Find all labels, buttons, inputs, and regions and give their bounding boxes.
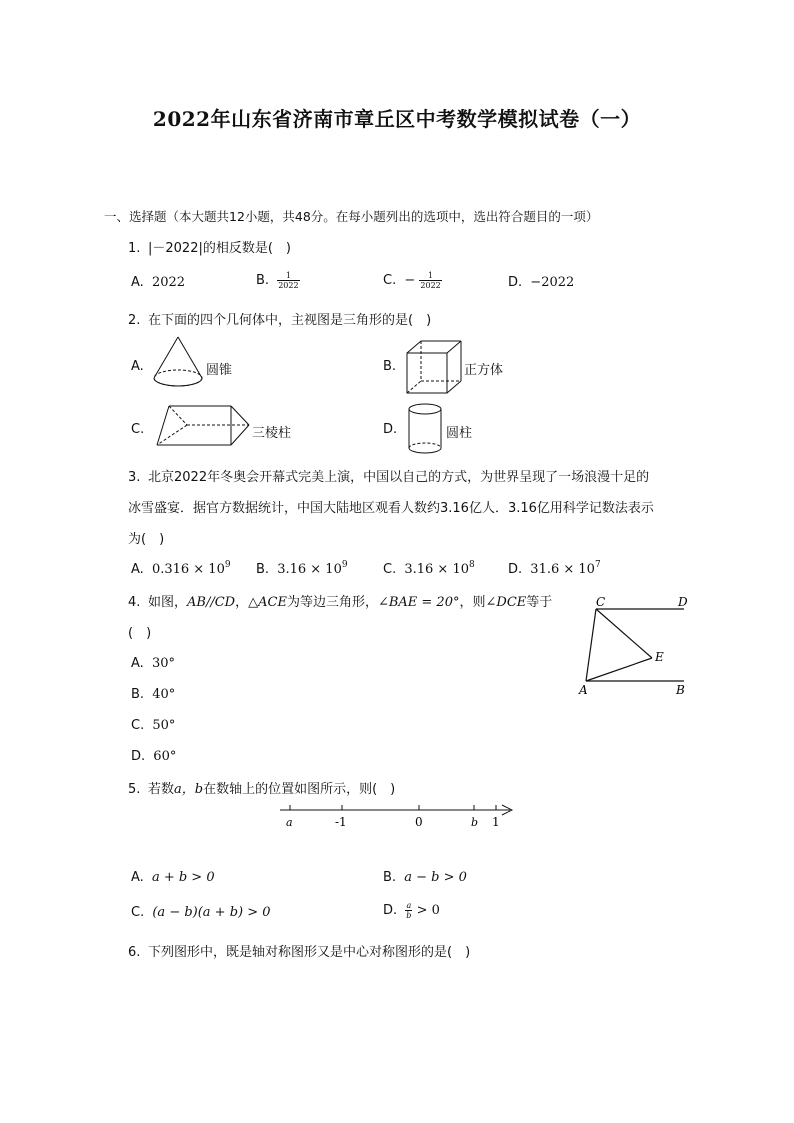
question-4-number: 4.	[128, 595, 141, 610]
option-letter: B.	[131, 687, 145, 702]
option-value: a − b > 0	[404, 870, 467, 885]
q4-option-b	[131, 687, 175, 702]
q4-option-c	[131, 718, 175, 733]
q5-option-b	[383, 870, 467, 885]
stem-text: 为等边三角形，	[286, 595, 378, 610]
math-expression: △ACE	[248, 595, 287, 610]
option-value: 30°	[151, 656, 175, 671]
question-2-stem: 在下面的四个几何体中，主视图是三角形的是( )	[148, 313, 432, 328]
axis-label-b: b	[471, 816, 479, 829]
exponent: 9	[224, 560, 231, 570]
stem-text: ，则	[459, 595, 486, 610]
q1-option-b	[256, 271, 300, 290]
mantissa: 0.316 × 10	[151, 562, 225, 577]
cylinder-label: 圆柱	[446, 426, 473, 441]
option-letter: B.	[256, 562, 270, 577]
option-letter: B.	[256, 273, 270, 288]
option-letter: A.	[131, 275, 144, 290]
parallel-lines-triangle-figure	[574, 592, 698, 700]
math-expression: AB//CD	[187, 595, 236, 610]
point-c-label: C	[596, 595, 606, 609]
option-letter: C.	[383, 273, 397, 288]
q3-option-c	[383, 562, 475, 577]
option-letter: A.	[131, 870, 144, 885]
question-1-number: 1.	[128, 241, 141, 256]
q5-option-d	[383, 901, 440, 920]
question-6-stem: 下列图形中，既是轴对称图形又是中心对称图形的是( )	[148, 945, 471, 960]
question-5-number: 5.	[128, 782, 141, 797]
cone-label: 圆锥	[206, 363, 233, 378]
option-value: 40°	[152, 687, 176, 702]
q3-option-d	[508, 562, 601, 577]
option-letter: C.	[131, 905, 145, 920]
question-1-stem: |－2022|的相反数是( )	[148, 241, 291, 256]
numerator: 1	[419, 271, 441, 281]
cube-figure	[404, 338, 464, 396]
option-letter: C.	[383, 562, 397, 577]
option-letter: D.	[508, 275, 523, 290]
question-5-stem	[148, 780, 395, 800]
axis-label-1: 1	[492, 815, 500, 829]
fraction	[419, 271, 441, 290]
point-e-label: E	[655, 650, 664, 664]
denominator: b	[406, 911, 412, 920]
stem-text: ，	[235, 595, 249, 610]
triangular-prism-figure	[154, 403, 252, 449]
q1-option-a	[131, 275, 185, 290]
option-value: −2022	[530, 275, 575, 290]
option-letter: C.	[131, 718, 145, 733]
question-3-number: 3.	[128, 470, 141, 485]
minus-sign: −	[404, 273, 416, 288]
option-letter: A.	[131, 656, 144, 671]
q4-option-a	[131, 656, 175, 671]
point-d-label: D	[678, 595, 688, 609]
question-2-number: 2.	[128, 313, 141, 328]
fraction	[277, 271, 299, 290]
option-letter: A.	[131, 562, 144, 577]
axis-label-a: a	[286, 816, 293, 829]
math-expression: ∠DCE	[485, 595, 527, 610]
math-expression: a，b	[174, 782, 204, 797]
q3-option-b	[256, 562, 348, 577]
stem-text: 如图，	[148, 595, 188, 610]
question-4-line-2: ( )	[128, 626, 152, 641]
mantissa: 3.16 × 10	[277, 562, 342, 577]
q4-option-d	[131, 749, 176, 764]
axis-label-0: 0	[415, 815, 423, 829]
option-letter: B.	[383, 870, 397, 885]
mantissa: 31.6 × 10	[530, 562, 595, 577]
question-3-line-1: 北京2022年冬奥会开幕式完美上演，中国以自己的方式，为世界呈现了一场浪漫十足的	[148, 470, 650, 485]
option-value: 2022	[151, 275, 186, 290]
question-4-stem	[148, 593, 552, 613]
q2-option-a-letter: A.	[131, 359, 144, 374]
q5-option-a	[131, 870, 215, 885]
cube-label: 正方体	[464, 363, 504, 378]
q1-option-d	[508, 275, 574, 290]
denominator: 2022	[420, 281, 441, 290]
denominator: 2022	[278, 281, 299, 290]
question-3-line-2: 冰雪盛宴．据官方数据统计，中国大陆地区观看人数约3.16亿人．3.16亿用科学记数法表示	[128, 501, 654, 516]
stem-text: 在数轴上的位置如图所示，则( )	[203, 782, 396, 797]
q5-option-c	[131, 905, 271, 920]
question-6-number: 6.	[128, 945, 141, 960]
option-value: > 0	[416, 903, 440, 918]
question-3-line-3: 为( )	[128, 532, 165, 547]
option-value: a + b > 0	[151, 870, 215, 885]
stem-text: 若数	[148, 782, 175, 797]
exponent: 8	[469, 560, 475, 570]
math-expression: ∠BAE = 20°	[377, 595, 460, 610]
exponent: 7	[594, 560, 601, 570]
page-title: 2022年山东省济南市章丘区中考数学模拟试卷（一）	[152, 107, 642, 131]
numerator: a	[406, 901, 412, 910]
fraction	[405, 901, 412, 920]
exponent: 9	[341, 560, 348, 570]
mantissa: 3.16 × 10	[404, 562, 470, 577]
section-heading: 一、选择题（本大题共12小题，共48分。在每小题列出的选项中，选出符合题目的一项）	[104, 209, 599, 224]
q1-option-c	[383, 271, 442, 290]
option-value: 60°	[153, 749, 177, 764]
prism-label: 三棱柱	[252, 426, 292, 441]
point-b-label: B	[676, 683, 685, 697]
option-letter: D.	[383, 903, 398, 918]
point-a-label: A	[579, 683, 588, 697]
option-letter: D.	[508, 562, 523, 577]
cylinder-figure	[406, 402, 444, 456]
q3-option-a	[131, 562, 231, 577]
number-line-figure	[278, 800, 518, 832]
option-letter: D.	[131, 749, 146, 764]
q2-option-b-letter: B.	[383, 359, 397, 374]
numerator: 1	[277, 271, 299, 281]
q2-option-c-letter: C.	[131, 422, 145, 437]
option-value: 50°	[152, 718, 176, 733]
q2-option-d-letter: D.	[383, 422, 398, 437]
stem-text: 等于	[526, 595, 553, 610]
option-value: (a − b)(a + b) > 0	[152, 905, 271, 920]
axis-label-neg1: -1	[335, 815, 347, 829]
cone-figure	[150, 334, 206, 390]
